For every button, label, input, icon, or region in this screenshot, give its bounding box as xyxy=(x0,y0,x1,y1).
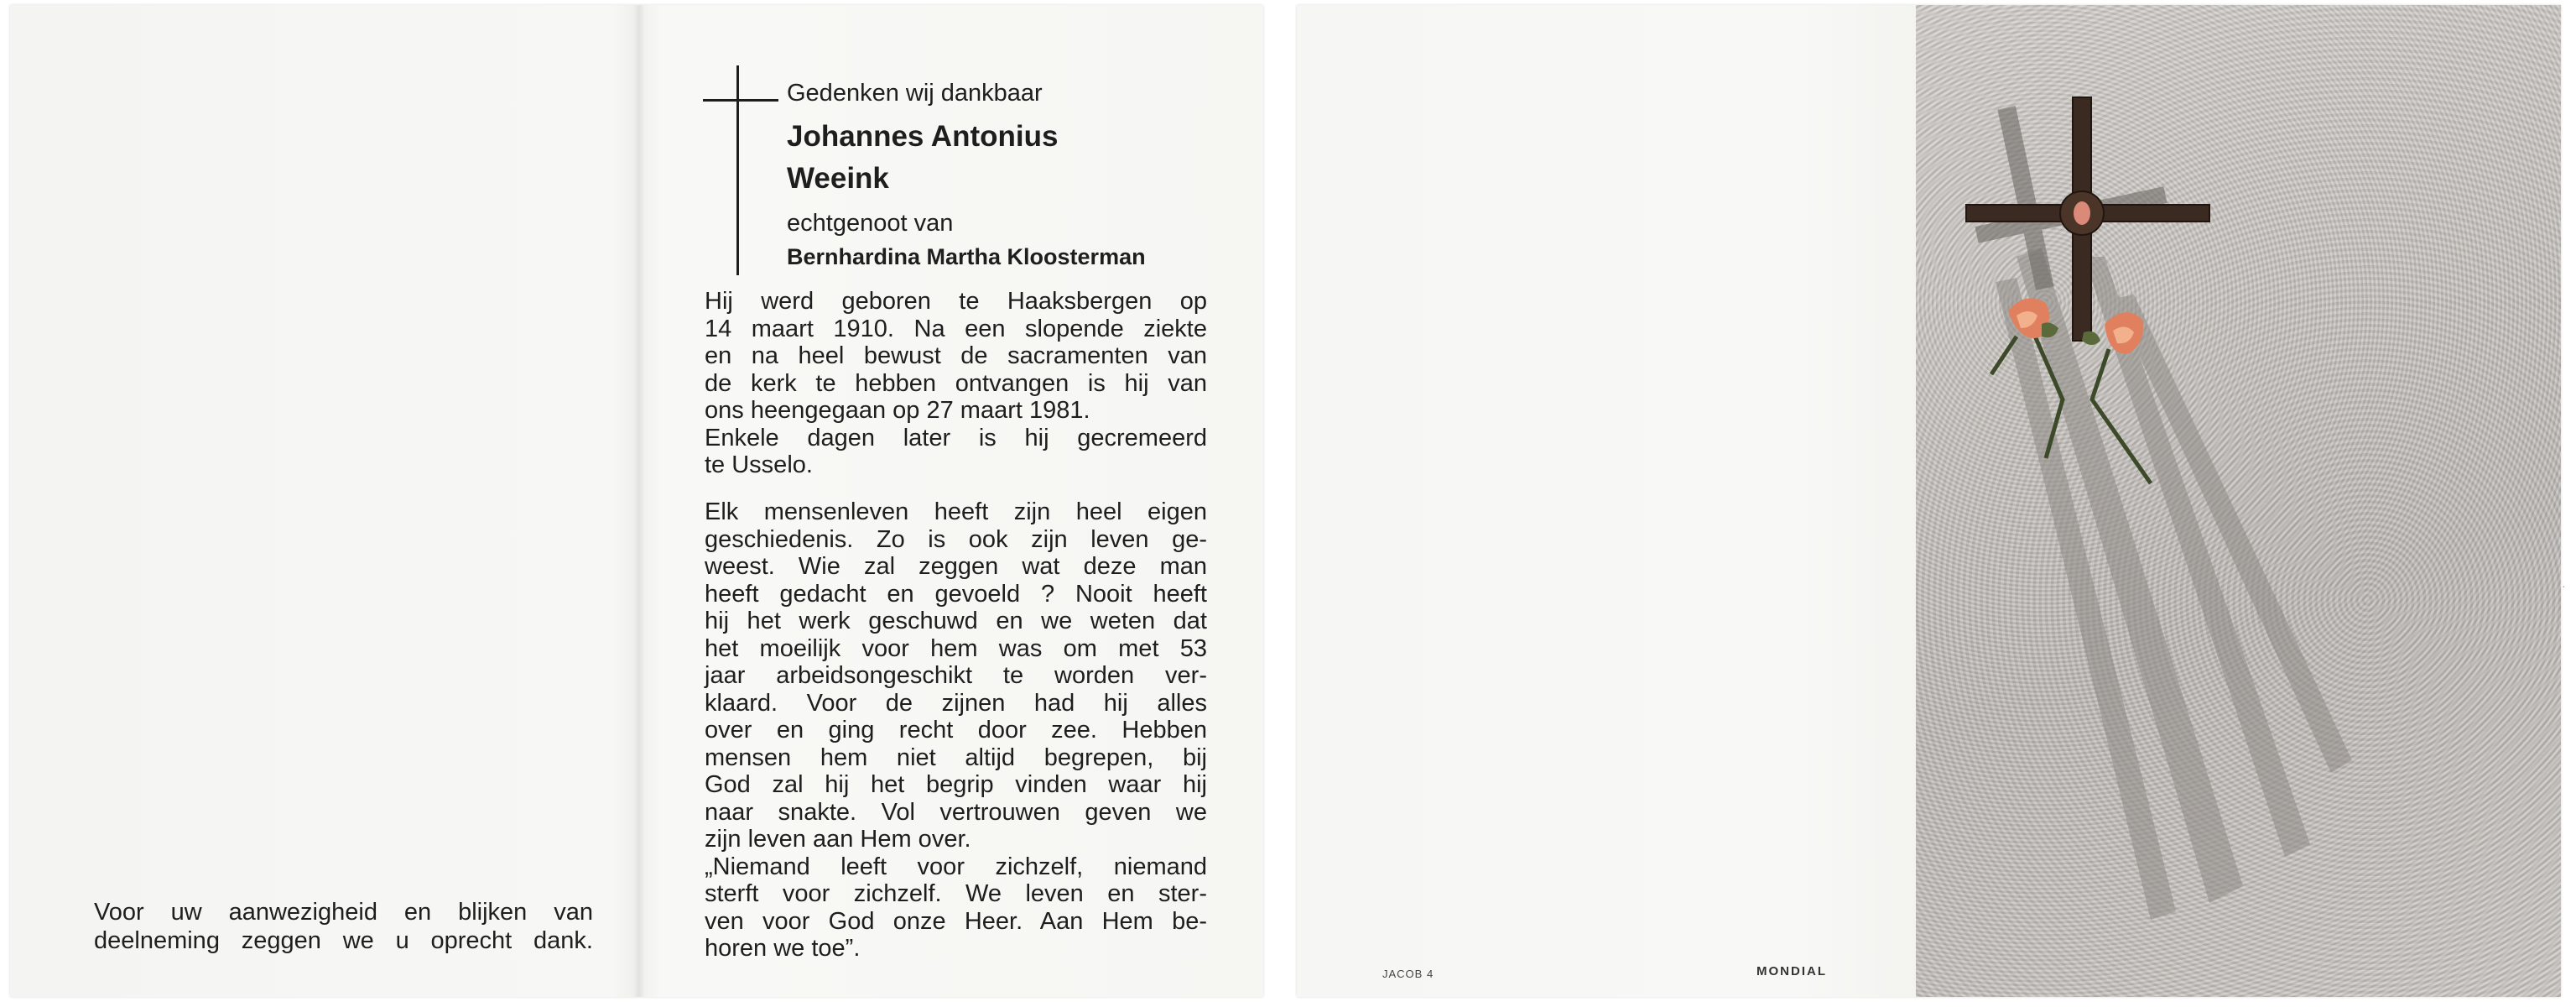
text-line: heeft gedacht en gevoeld ? Nooit heeft xyxy=(705,580,1207,608)
text-line: geschiedenis. Zo is ook zijn leven ge- xyxy=(705,525,1207,553)
text-line: 14 maart 1910. Na een slopende ziekte xyxy=(705,315,1207,342)
card-inside-spread xyxy=(10,5,1263,997)
deceased-surname: Weeink xyxy=(787,162,889,195)
thank-you-note xyxy=(94,898,593,955)
text-line: Enkele dagen later is hij gecremeerd xyxy=(705,424,1207,451)
text-line: klaard. Voor de zijnen had hij alles xyxy=(705,689,1207,717)
card-outside-spread xyxy=(1297,5,2561,997)
spouse-intro: echtgenoot van xyxy=(787,210,954,237)
biography-paragraph xyxy=(705,288,1207,479)
text-line: ons heengegaan op 27 maart 1981. xyxy=(705,397,1090,424)
fold-crease xyxy=(633,5,645,997)
publisher-name: MONDIAL xyxy=(1756,964,1827,978)
text-line: horen we toe”. xyxy=(705,935,861,962)
back-cover xyxy=(1297,5,1916,997)
text-line: jaar arbeidsongeschikt te worden ver- xyxy=(705,662,1207,689)
cross-photo-illustration xyxy=(1916,5,2561,997)
text-line: Hij werd geboren te Haaksbergen op xyxy=(705,288,1207,315)
text-line: naar snakte. Vol vertrouwen geven we xyxy=(705,798,1207,826)
cross-with-flowers-photo xyxy=(1916,5,2561,997)
deceased-name: Johannes Antonius xyxy=(787,120,1059,153)
edge-mark: · xyxy=(2562,579,2566,592)
text-line: mensen hem niet altijd begrepen, bij xyxy=(705,744,1207,771)
text-line: te Usselo. xyxy=(705,451,813,478)
text-line: sterft voor zichzelf. We leven en ster- xyxy=(705,880,1207,907)
thank-you-line: Voor uw aanwezigheid en blijken van xyxy=(94,899,593,926)
text-line: en na heel bewust de sacramenten van xyxy=(705,342,1207,369)
text-line: „Niemand leeft voor zichzelf, niemand xyxy=(705,853,1207,880)
text-line: de kerk te hebben ontvangen is hij van xyxy=(705,369,1207,397)
memorial-intro: Gedenken wij dankbaar xyxy=(787,80,1043,107)
spouse-name: Bernhardina Martha Kloosterman xyxy=(787,244,1146,269)
text-line: zijn leven aan Hem over. xyxy=(705,826,971,853)
thank-you-line: deelneming zeggen we u oprecht dank. xyxy=(94,927,593,954)
reflection-paragraph xyxy=(705,498,1207,963)
text-line: weest. Wie zal zeggen wat deze man xyxy=(705,553,1207,580)
text-line: ven voor God onze Heer. Aan Hem be- xyxy=(705,907,1207,935)
text-line: Elk mensenleven heeft zijn heel eigen xyxy=(705,498,1207,525)
cross-icon xyxy=(703,65,778,275)
printer-code: JACOB 4 xyxy=(1382,968,1434,980)
text-line: hij het werk geschuwd en we weten dat xyxy=(705,608,1207,634)
text-line: over en ging recht door zee. Hebben xyxy=(705,717,1207,744)
text-line: het moeilijk voor hem was om met 53 xyxy=(705,634,1207,662)
text-line: God zal hij het begrip vinden waar hij xyxy=(705,771,1207,798)
